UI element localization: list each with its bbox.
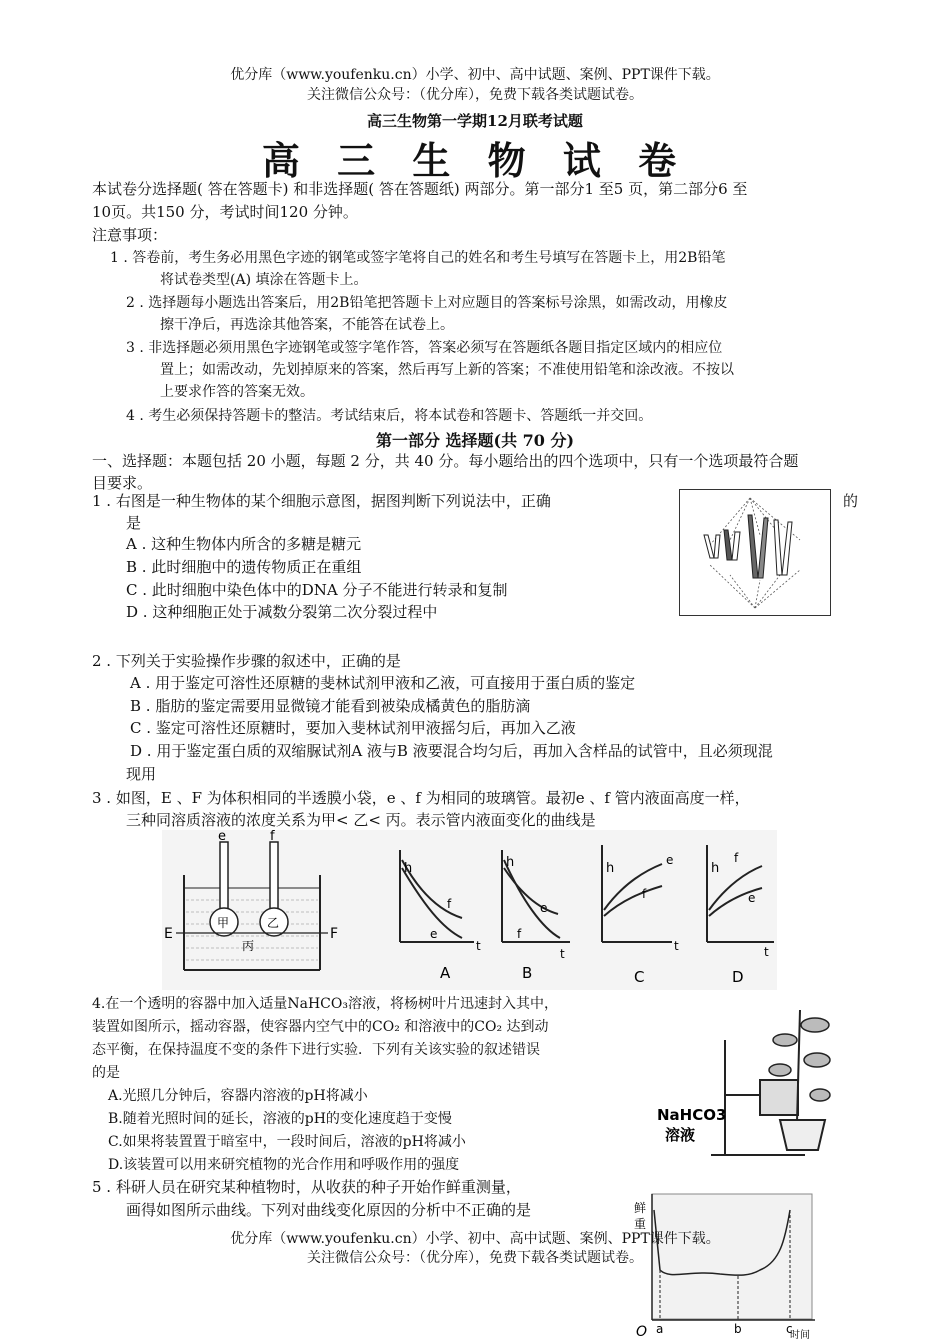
intro-line-1: 本试卷分选择题( 答在答题卡) 和非选择题( 答在答题纸) 两部分。第一部分1 至5 页，第二部分6 至 bbox=[92, 180, 748, 198]
exam-title: 高 三 生 物 试 卷 bbox=[261, 139, 689, 183]
notice-3-cont-2: 上要求作答的答案无效。 bbox=[160, 384, 314, 400]
graph-d-h: h bbox=[711, 861, 720, 876]
x-axis-label: 时间 bbox=[790, 1330, 810, 1340]
graph-c-h: h bbox=[606, 861, 615, 876]
graph-label-b: B bbox=[522, 964, 533, 982]
graph-label-c: C bbox=[634, 968, 645, 986]
origin-label: O bbox=[636, 1324, 648, 1340]
q4-stem-4: 的是 bbox=[92, 1065, 120, 1081]
label-yi: 乙 bbox=[267, 916, 280, 930]
q3-figure bbox=[162, 830, 777, 990]
graph-b-h: h bbox=[506, 855, 515, 870]
q5-stem-1: 5 . 科研人员在研究某种植物时，从收获的种子开始作鲜重测量， bbox=[92, 1178, 521, 1196]
nahco3-label: NaHCO3 bbox=[657, 1106, 727, 1124]
graph-d-f: f bbox=[734, 851, 739, 865]
q4-option-a: A.光照几分钟后，容器内溶液的pH将减小 bbox=[108, 1088, 368, 1104]
graph-a-h: h bbox=[404, 861, 413, 876]
notice-label: 注意事项： bbox=[92, 226, 168, 244]
label-F: F bbox=[330, 926, 339, 942]
q1-option-d: D . 这种细胞正处于减数分裂第二次分裂过程中 bbox=[126, 603, 438, 621]
solution-label: 溶液 bbox=[665, 1126, 696, 1144]
q4-option-d: D.该装置可以用来研究植物的光合作用和呼吸作用的强度 bbox=[108, 1157, 460, 1173]
exam-subtitle: 高三生物第一学期12月联考试题 bbox=[367, 112, 583, 130]
notice-1: 1 . 答卷前，考生务必用黑色字迹的钢笔或签字笔将自己的姓名和考生号填写在答题卡上，用2B铅笔 bbox=[110, 250, 726, 266]
graph-c-e: e bbox=[666, 853, 674, 867]
graph-c-t: t bbox=[674, 939, 679, 953]
section-intro-1: 一、选择题：本题包括 20 小题，每题 2 分，共 40 分。每小题给出的四个选项中，只有一个选项最符合题 bbox=[92, 452, 799, 470]
q2-stem: 2 . 下列关于实验操作步骤的叙述中，正确的是 bbox=[92, 652, 401, 670]
notice-2: 2 . 选择题每小题选出答案后，用2B铅笔把答题卡上对应题目的答案标号涂黑，如需改动，用橡皮 bbox=[126, 295, 728, 311]
osmosis-diagram bbox=[162, 830, 777, 990]
cell-division-diagram bbox=[680, 490, 830, 615]
q1-stem-tail: 的 bbox=[843, 492, 859, 510]
q4-stem-3: 态平衡，在保持温度不变的条件下进行实验．下列有关该实验的叙述错误 bbox=[92, 1042, 540, 1058]
q1-cell-figure bbox=[679, 489, 831, 616]
q4-stem-1: 4.在一个透明的容器中加入适量NaHCO₃溶液，将杨树叶片迅速封入其中， bbox=[92, 996, 558, 1012]
point-a-label: a bbox=[656, 1322, 664, 1336]
header-line-1: 优分库（www.youfenku.cn）小学、初中、高中试题、案例、PPT课件下载。 bbox=[230, 67, 720, 83]
q4-option-b: B.随着光照时间的延长，溶液的pH的变化速度趋于变慢 bbox=[108, 1111, 452, 1127]
header-line-2: 关注微信公众号：（优分库），免费下载各类试题试卷。 bbox=[307, 87, 643, 103]
q2-option-a: A . 用于鉴定可溶性还原糖的斐林试剂甲液和乙液，可直接用于蛋白质的鉴定 bbox=[130, 674, 636, 692]
part1-title: 第一部分 选择题(共 70 分) bbox=[375, 431, 575, 450]
notice-3-cont-1: 置上；如需改动，先划掉原来的答案，然后再写上新的答案；不准使用铅笔和涂改液。不按以 bbox=[160, 362, 734, 378]
footer-line-2: 关注微信公众号：（优分库），免费下载各类试题试卷。 bbox=[307, 1250, 643, 1266]
q4-option-c: C.如果将装置置于暗室中，一段时间后，溶液的pH将减小 bbox=[108, 1134, 466, 1150]
graph-a-t: t bbox=[476, 939, 481, 953]
notice-1-cont: 将试卷类型(A) 填涂在答题卡上。 bbox=[160, 272, 368, 288]
q1-option-a: A . 这种生物体内所含的多糖是糖元 bbox=[126, 535, 362, 553]
q2-option-d: D . 用于鉴定蛋白质的双缩脲试剂A 液与B 液要混合均匀后，再加入含样品的试管中，且必须现混 bbox=[130, 742, 773, 760]
footer-line-1: 优分库（www.youfenku.cn）小学、初中、高中试题、案例、PPT课件下载。 bbox=[230, 1231, 720, 1247]
q1-option-b: B . 此时细胞中的遗传物质正在重组 bbox=[126, 558, 362, 576]
graph-b-t: t bbox=[560, 947, 565, 961]
intro-line-2: 10页。共150 分，考试时间120 分钟。 bbox=[92, 203, 358, 221]
label-jia: 甲 bbox=[217, 916, 230, 930]
q4-apparatus-figure bbox=[655, 1000, 855, 1160]
point-c-label: c bbox=[786, 1322, 793, 1336]
graph-a-f: f bbox=[447, 897, 452, 911]
label-f: f bbox=[270, 830, 275, 844]
graph-b-f: f bbox=[517, 927, 522, 941]
notice-2-cont: 擦干净后，再选涂其他答案，不能答在试卷上。 bbox=[160, 317, 454, 333]
section-intro-2: 目要求。 bbox=[92, 474, 153, 492]
y-label-1: 鲜 bbox=[634, 1201, 647, 1215]
plant-apparatus-diagram bbox=[655, 1000, 855, 1160]
q1-stem-end: 是 bbox=[126, 514, 142, 532]
q3-stem-1: 3 . 如图，E 、F 为体积相同的半透膜小袋，e 、f 为相同的玻璃管。最初e 、f 管内液面高度一样， bbox=[92, 789, 750, 807]
point-b-label: b bbox=[734, 1322, 742, 1336]
q2-option-c: C . 鉴定可溶性还原糖时，要加入斐林试剂甲液摇匀后，再加入乙液 bbox=[130, 719, 576, 737]
label-bing: 丙 bbox=[242, 939, 255, 953]
notice-3: 3 . 非选择题必须用黑色字迹钢笔或签字笔作答，答案必须写在答题纸各题目指定区域内的相应位 bbox=[126, 340, 723, 356]
graph-b-e: e bbox=[540, 901, 548, 915]
label-e: e bbox=[218, 830, 226, 844]
graph-a-e: e bbox=[430, 927, 438, 941]
notice-4: 4 . 考生必须保持答题卡的整洁。考试结束后，将本试卷和答题卡、答题纸一并交回。 bbox=[126, 408, 653, 424]
q5-stem-2: 画得如图所示曲线。下列对曲线变化原因的分析中不正确的是 bbox=[126, 1201, 532, 1219]
q3-stem-2: 三种同溶质溶液的浓度关系为甲< 乙< 丙。表示管内液面变化的曲线是 bbox=[126, 811, 596, 829]
q1-stem: 1 . 右图是一种生物体的某个细胞示意图，据图判断下列说法中，正确 bbox=[92, 492, 551, 510]
graph-label-d: D bbox=[732, 968, 744, 986]
graph-label-a: A bbox=[440, 964, 451, 982]
graph-d-e: e bbox=[748, 891, 756, 905]
y-label-2: 重 bbox=[634, 1217, 647, 1231]
q2-option-b: B . 脂肪的鉴定需要用显微镜才能看到被染成橘黄色的脂肪滴 bbox=[130, 697, 531, 715]
q1-option-c: C . 此时细胞中染色体中的DNA 分子不能进行转录和复制 bbox=[126, 581, 508, 599]
q4-stem-2: 装置如图所示，摇动容器，使容器内空气中的CO₂ 和溶液中的CO₂ 达到动 bbox=[92, 1019, 549, 1035]
graph-c-f: f bbox=[642, 887, 647, 901]
label-E: E bbox=[164, 926, 173, 942]
q2-option-d-cont: 现用 bbox=[126, 765, 157, 783]
graph-d-t: t bbox=[764, 945, 769, 959]
